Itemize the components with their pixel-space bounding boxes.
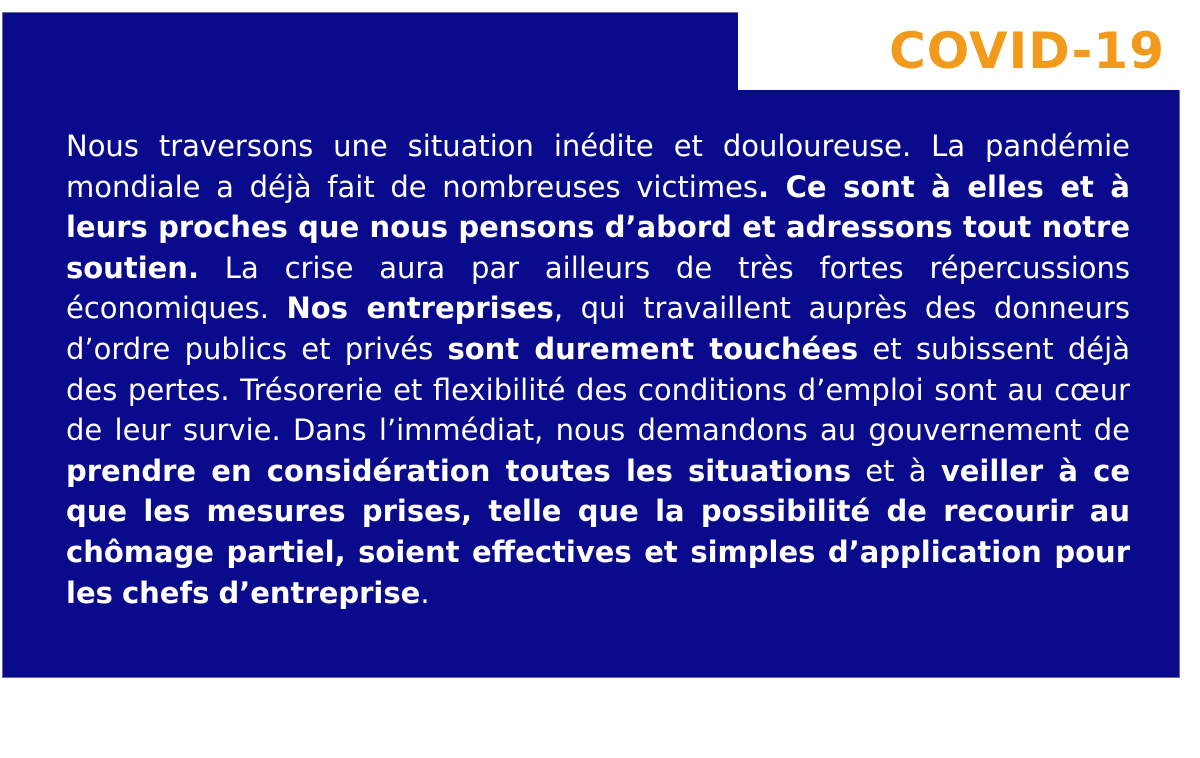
text-segment: La crise aura par ailleurs de très fortes répercussions économiques. — [66, 250, 1130, 326]
title-badge — [738, 12, 1181, 90]
text-segment: et à — [850, 453, 941, 488]
bold-segment: sont durement touchées — [447, 331, 859, 366]
text-segment: Nous traversons une situation inédite et douloureuse. La pandémie mondiale a déjà fait de nombreuses victimes — [66, 129, 1130, 204]
text-segment: et subissent déjà des pertes. Trésorerie et flexibilité des conditions d’emploi sont au cœur de leur survie. Dans l’immédiat, nous demandons au gouvernement de — [66, 331, 1130, 448]
bold-segment: . Ce sont à elles et à leurs proches que nous pensons d’abord et adressons tout notre soutien. — [66, 169, 1131, 285]
bold-segment: prendre en considération toutes les situations — [66, 453, 851, 488]
text-segment: , qui travaillent auprès des donneurs d’ordre publics et privés — [66, 291, 1130, 366]
bold-segment: Nos entreprises — [286, 291, 554, 326]
text-segment: . — [420, 575, 430, 610]
bold-segment: veiller à ce que les mesures prises, telle que la possibilité de recourir au chômage partiel, soient effectives et simples d’application pour les chefs d’entreprise — [66, 453, 1130, 610]
badge-title: COVID-19 — [889, 22, 1165, 80]
statement-paragraph — [66, 126, 1130, 613]
